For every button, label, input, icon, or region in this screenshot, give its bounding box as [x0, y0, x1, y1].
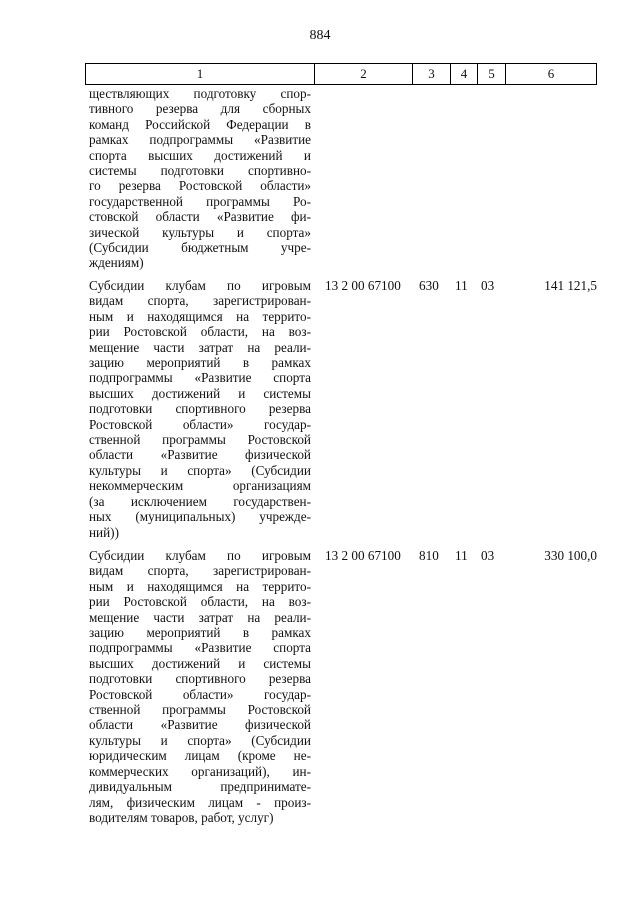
description-line: ждениям)	[89, 255, 144, 271]
row-expense-type: 630	[419, 278, 439, 293]
description-line: ных (муниципальных) учрежде-	[89, 509, 311, 525]
description-line: юридическим лицам (кроме не-	[89, 748, 311, 764]
description-line: Субсидии клубам по игровым	[89, 548, 311, 563]
description-line: Ростовской области» государ-	[89, 416, 311, 432]
description-line: подготовки спортивного резерва	[89, 671, 311, 687]
description-line: высших достижений и системы	[89, 655, 311, 671]
row-description	[89, 86, 311, 271]
header-col-2: 2	[315, 64, 413, 84]
row-section: 11	[455, 548, 468, 563]
description-line: области «Развитие физической	[89, 447, 311, 463]
description-line: культуры и спорта» (Субсидии	[89, 732, 311, 748]
description-line: Субсидии клубам по игровым	[89, 278, 311, 293]
description-line: видам спорта, зарегистрирован-	[89, 563, 311, 579]
description-line: зической культуры и спорта»	[89, 224, 311, 240]
page-number: 884	[309, 28, 331, 43]
description-line: спорта высших достижений и	[89, 147, 311, 163]
description-line: дивидуальным предпринимате-	[89, 779, 311, 795]
description-line: подпрограммы «Развитие спорта	[89, 640, 311, 656]
description-line: ственной программы Ростовской	[89, 702, 311, 718]
description-line: коммерческих организаций), ин-	[89, 763, 311, 779]
description-line: видам спорта, зарегистрирован-	[89, 293, 311, 309]
row-subsection: 03	[481, 278, 495, 293]
description-line: государственной программы Ро-	[89, 193, 311, 209]
row-target-code: 13 2 00 67100	[325, 278, 401, 293]
description-line: зацию мероприятий в рамках	[89, 625, 311, 641]
description-line: области «Развитие физической	[89, 717, 311, 733]
row-expense-type: 810	[419, 548, 439, 563]
row-section: 11	[455, 278, 468, 293]
description-line: (за исключением государствен-	[89, 493, 311, 509]
description-line: ным и находящимся на террито-	[89, 308, 311, 324]
description-line: го резерва Ростовской области»	[89, 178, 311, 194]
table-header	[85, 63, 597, 85]
row-target-code: 13 2 00 67100	[325, 548, 401, 563]
description-line: Ростовской области» государ-	[89, 686, 311, 702]
description-line: стовской области «Развитие фи-	[89, 209, 311, 225]
header-col-3: 3	[413, 64, 451, 84]
row-description	[89, 548, 311, 825]
row-amount: 141 121,5	[544, 278, 597, 293]
description-line: системы подготовки спортивно-	[89, 163, 311, 179]
description-line: культуры и спорта» (Субсидии	[89, 462, 311, 478]
description-line: ний))	[89, 524, 119, 540]
description-line: ным и находящимся на террито-	[89, 578, 311, 594]
header-col-4: 4	[451, 64, 478, 84]
description-line: подпрограммы «Развитие спорта	[89, 370, 311, 386]
description-line: некоммерческим организациям	[89, 478, 311, 494]
row-amount: 330 100,0	[544, 548, 597, 563]
description-line: команд Российской Федерации в	[89, 116, 311, 132]
description-line: тивного резерва для сборных	[89, 101, 311, 117]
description-line: мещение части затрат на реали-	[89, 339, 311, 355]
description-line: ственной программы Ростовской	[89, 432, 311, 448]
description-line: ществляющих подготовку спор-	[89, 86, 311, 101]
header-col-1: 1	[86, 64, 315, 84]
header-col-6: 6	[547, 66, 555, 81]
row-description	[89, 278, 311, 540]
description-line: рии Ростовской области, на воз-	[89, 594, 311, 610]
description-line: мещение части затрат на реали-	[89, 609, 311, 625]
header-col-5: 5	[478, 64, 506, 84]
row-subsection: 03	[481, 548, 495, 563]
description-line: (Субсидии бюджетным учре-	[89, 240, 311, 256]
description-line: рамках подпрограммы «Развитие	[89, 132, 311, 148]
description-line: подготовки спортивного резерва	[89, 401, 311, 417]
description-line: рии Ростовской области, на воз-	[89, 324, 311, 340]
description-line: зацию мероприятий в рамках	[89, 355, 311, 371]
description-line: высших достижений и системы	[89, 385, 311, 401]
description-line: лям, физическим лицам - произ-	[89, 794, 311, 810]
description-line: водителям товаров, работ, услуг)	[89, 809, 274, 825]
